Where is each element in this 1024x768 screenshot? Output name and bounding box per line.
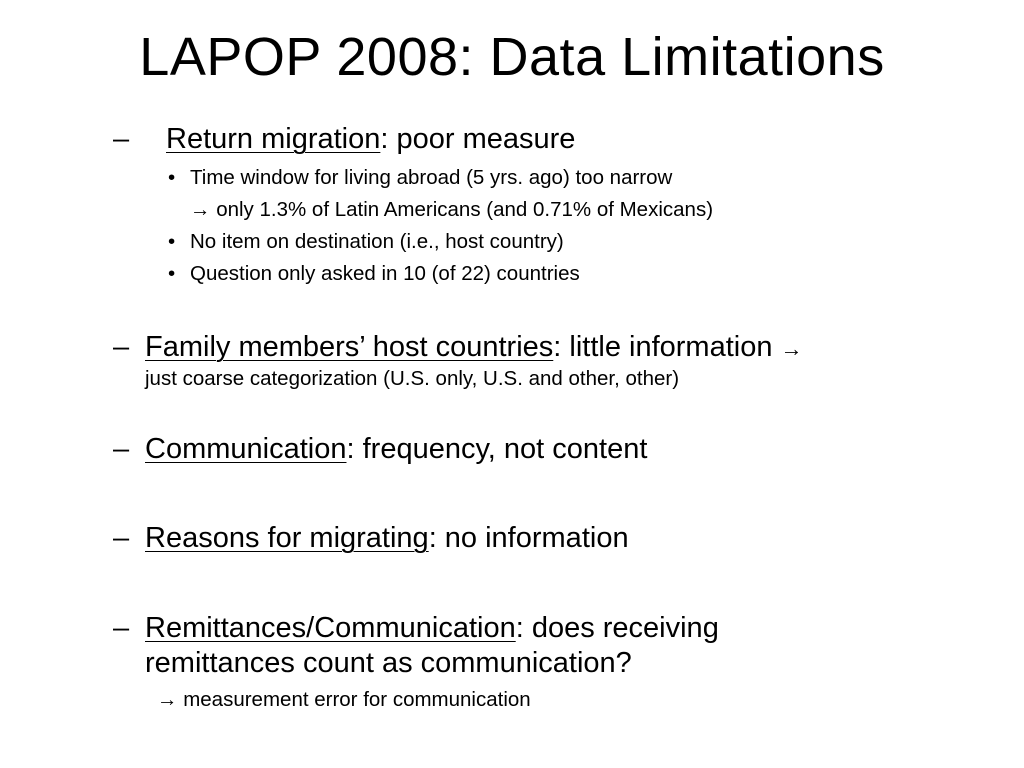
item-remittances-communication <box>113 610 719 646</box>
item-text: : does receiving <box>515 612 719 644</box>
sub-item-text: Question only asked in 10 (of 22) countries <box>190 262 580 285</box>
item-text: : frequency, not content <box>346 433 648 465</box>
arrow-icon: → <box>157 688 178 711</box>
arrow-icon: → <box>780 336 803 361</box>
slide-title: LAPOP 2008: Data Limitations <box>139 27 885 87</box>
sub-item <box>168 164 672 192</box>
item-note <box>157 686 531 714</box>
note-text: measurement error for communication <box>183 688 531 711</box>
item-continuation: just coarse categorization (U.S. only, U.S. and other, other) <box>145 367 680 390</box>
item-return-migration <box>113 121 575 157</box>
dash-marker: – <box>113 612 130 644</box>
sub-item-text: No item on destination (i.e., host country) <box>190 230 564 253</box>
arrow-icon: → <box>190 198 211 221</box>
item-communication <box>113 431 647 467</box>
sub-item <box>168 228 564 256</box>
item-text: : no information <box>428 522 629 554</box>
bullet-icon: • <box>168 262 176 285</box>
sub-item-continuation <box>190 196 713 224</box>
sub-item-text: only 1.3% of Latin Americans (and 0.71% of Mexicans) <box>216 198 714 221</box>
item-continuation: remittances count as communication? <box>145 647 632 679</box>
sub-item <box>168 260 580 288</box>
item-label: Communication <box>145 433 347 465</box>
dash-marker: – <box>113 123 130 155</box>
item-label: Remittances/Communication <box>145 612 516 644</box>
sub-item-text: Time window for living abroad (5 yrs. ago) too narrow <box>190 166 673 189</box>
dash-marker: – <box>113 433 130 465</box>
item-label: Reasons for migrating <box>145 522 429 554</box>
item-text: : poor measure <box>380 123 576 155</box>
item-family-host-countries <box>113 329 803 367</box>
item-label: Return migration <box>166 123 381 155</box>
item-reasons-for-migrating <box>113 520 629 556</box>
bullet-icon: • <box>168 166 176 189</box>
item-label: Family members’ host countries <box>145 331 554 363</box>
bullet-icon: • <box>168 230 176 253</box>
dash-marker: – <box>113 331 130 363</box>
dash-marker: – <box>113 522 130 554</box>
item-text: : little information <box>553 331 773 363</box>
